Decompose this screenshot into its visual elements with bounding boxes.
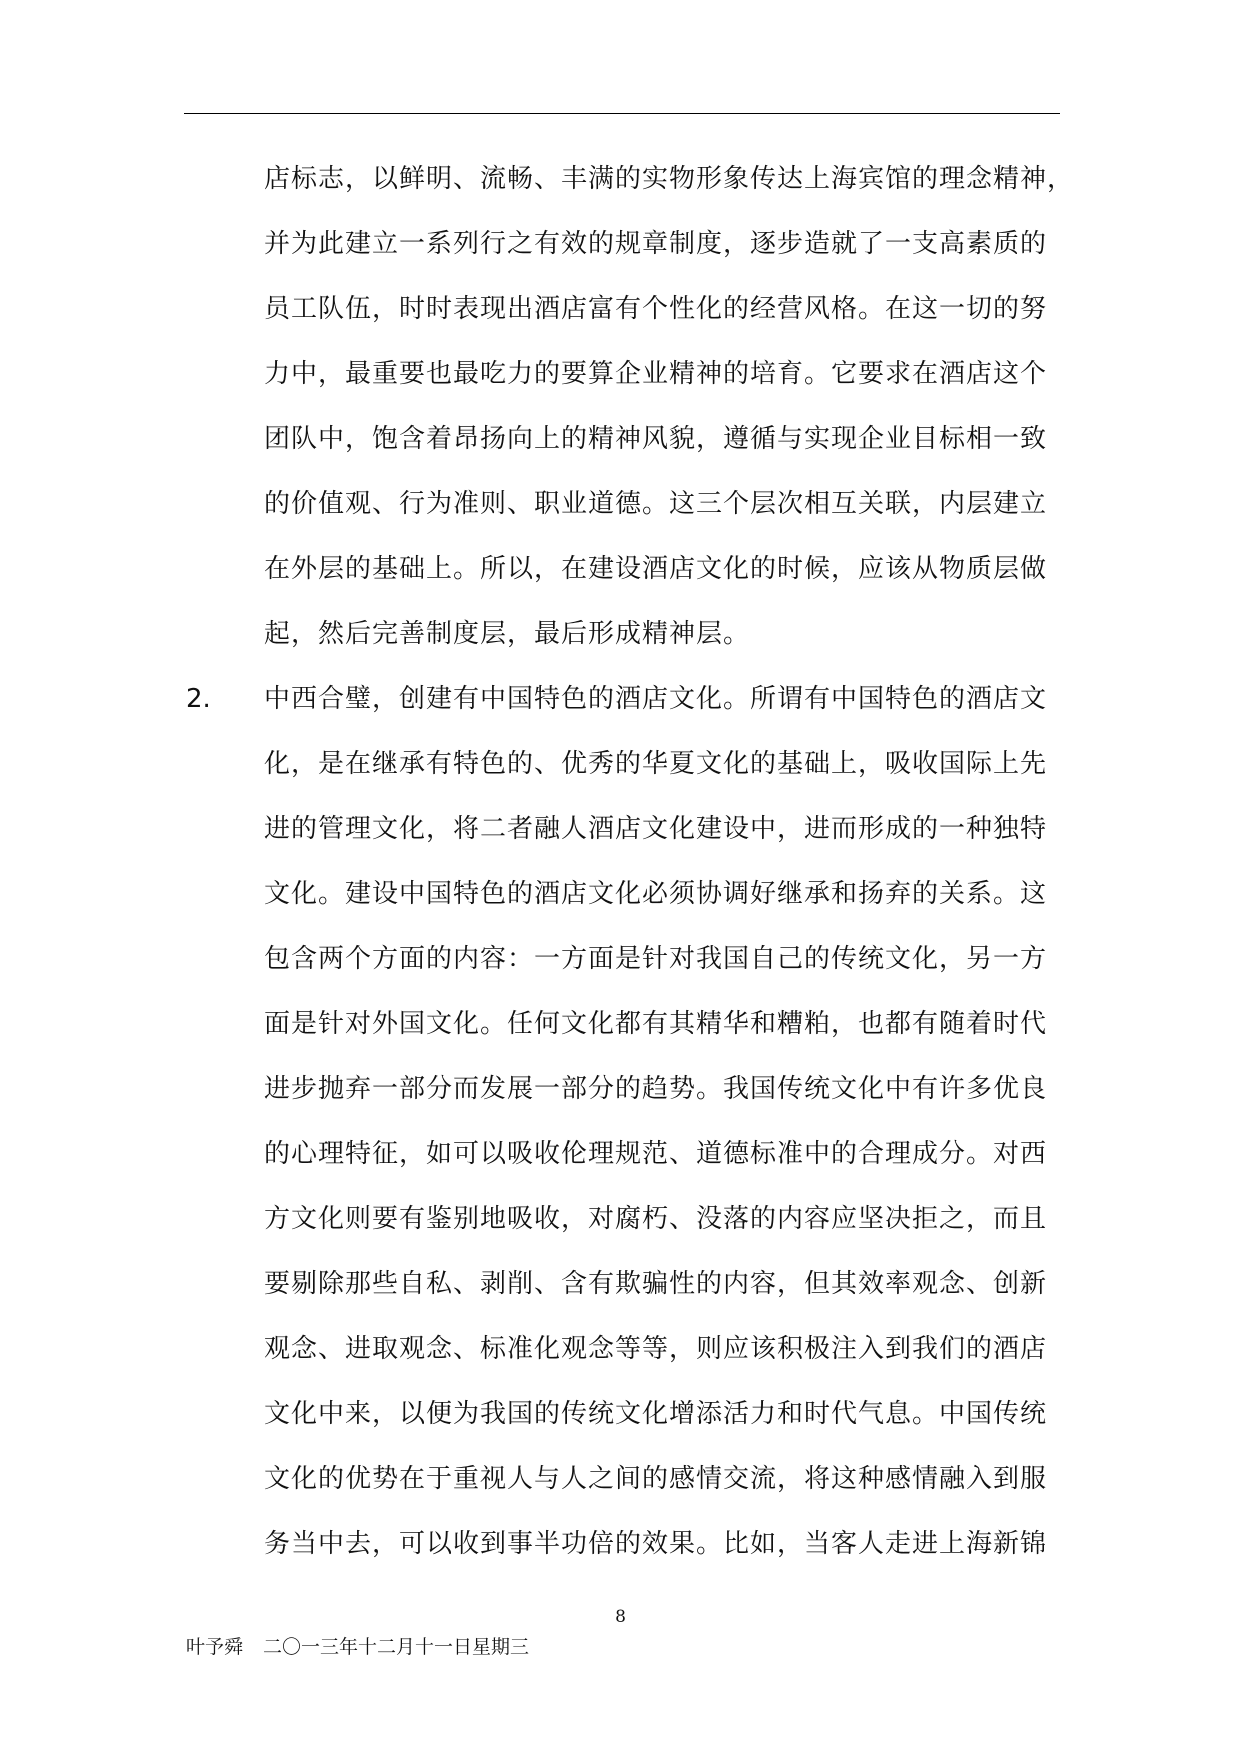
list-item-line: 进的管理文化，将二者融人酒店文化建设中，进而形成的一种独特 xyxy=(264,814,1048,844)
footer-author: 叶予舜 xyxy=(186,1636,244,1658)
list-number: 2. xyxy=(186,684,211,714)
list-item-line: 中西合璧，创建有中国特色的酒店文化。所谓有中国特色的酒店文 xyxy=(264,684,1048,714)
paragraph-line: 并为此建立一系列行之有效的规章制度，逐步造就了一支高素质的 xyxy=(264,229,1048,259)
list-item-line: 务当中去，可以收到事半功倍的效果。比如，当客人走进上海新锦 xyxy=(264,1529,1048,1559)
list-item-line: 文化中来，以便为我国的传统文化增添活力和时代气息。中国传统 xyxy=(264,1399,1048,1429)
paragraph-line: 的价值观、行为准则、职业道德。这三个层次相互关联，内层建立 xyxy=(264,489,1048,519)
list-item-line: 方文化则要有鉴别地吸收，对腐朽、没落的内容应坚决拒之，而且 xyxy=(264,1204,1048,1234)
list-item-line: 观念、进取观念、标准化观念等等，则应该积极注入到我们的酒店 xyxy=(264,1334,1048,1364)
paragraph-line: 力中，最重要也最吃力的要算企业精神的培育。它要求在酒店这个 xyxy=(264,359,1048,389)
list-item-line: 文化的优势在于重视人与人之间的感情交流，将这种感情融入到服 xyxy=(264,1464,1048,1494)
header-rule xyxy=(184,113,1060,114)
paragraph-line: 店标志，以鲜明、流畅、丰满的实物形象传达上海宾馆的理念精神， xyxy=(264,164,1075,194)
page-number: 8 xyxy=(615,1607,626,1627)
footer-date: 二〇一三年十二月十一日星期三 xyxy=(263,1636,530,1658)
paragraph-line: 在外层的基础上。所以，在建设酒店文化的时候，应该从物质层做 xyxy=(264,554,1048,584)
list-item-line: 要剔除那些自私、剥削、含有欺骗性的内容，但其效率观念、创新 xyxy=(264,1269,1048,1299)
list-item-line: 化，是在继承有特色的、优秀的华夏文化的基础上，吸收国际上先 xyxy=(264,749,1048,779)
list-item-line: 的心理特征，如可以吸收伦理规范、道德标准中的合理成分。对西 xyxy=(264,1139,1048,1169)
paragraph-line: 起，然后完善制度层，最后形成精神层。 xyxy=(264,619,751,649)
list-item-line: 进步抛弃一部分而发展一部分的趋势。我国传统文化中有许多优良 xyxy=(264,1074,1048,1104)
list-item-line: 包含两个方面的内容：一方面是针对我国自己的传统文化，另一方 xyxy=(264,944,1048,974)
list-item-line: 面是针对外国文化。任何文化都有其精华和糟粕，也都有随着时代 xyxy=(264,1009,1048,1039)
footer xyxy=(186,1632,529,1659)
paragraph-line: 团队中，饱含着昂扬向上的精神风貌，遵循与实现企业目标相一致 xyxy=(264,424,1048,454)
paragraph-line: 员工队伍，时时表现出酒店富有个性化的经营风格。在这一切的努 xyxy=(264,294,1048,324)
list-item-line: 文化。建设中国特色的酒店文化必须协调好继承和扬弃的关系。这 xyxy=(264,879,1048,909)
